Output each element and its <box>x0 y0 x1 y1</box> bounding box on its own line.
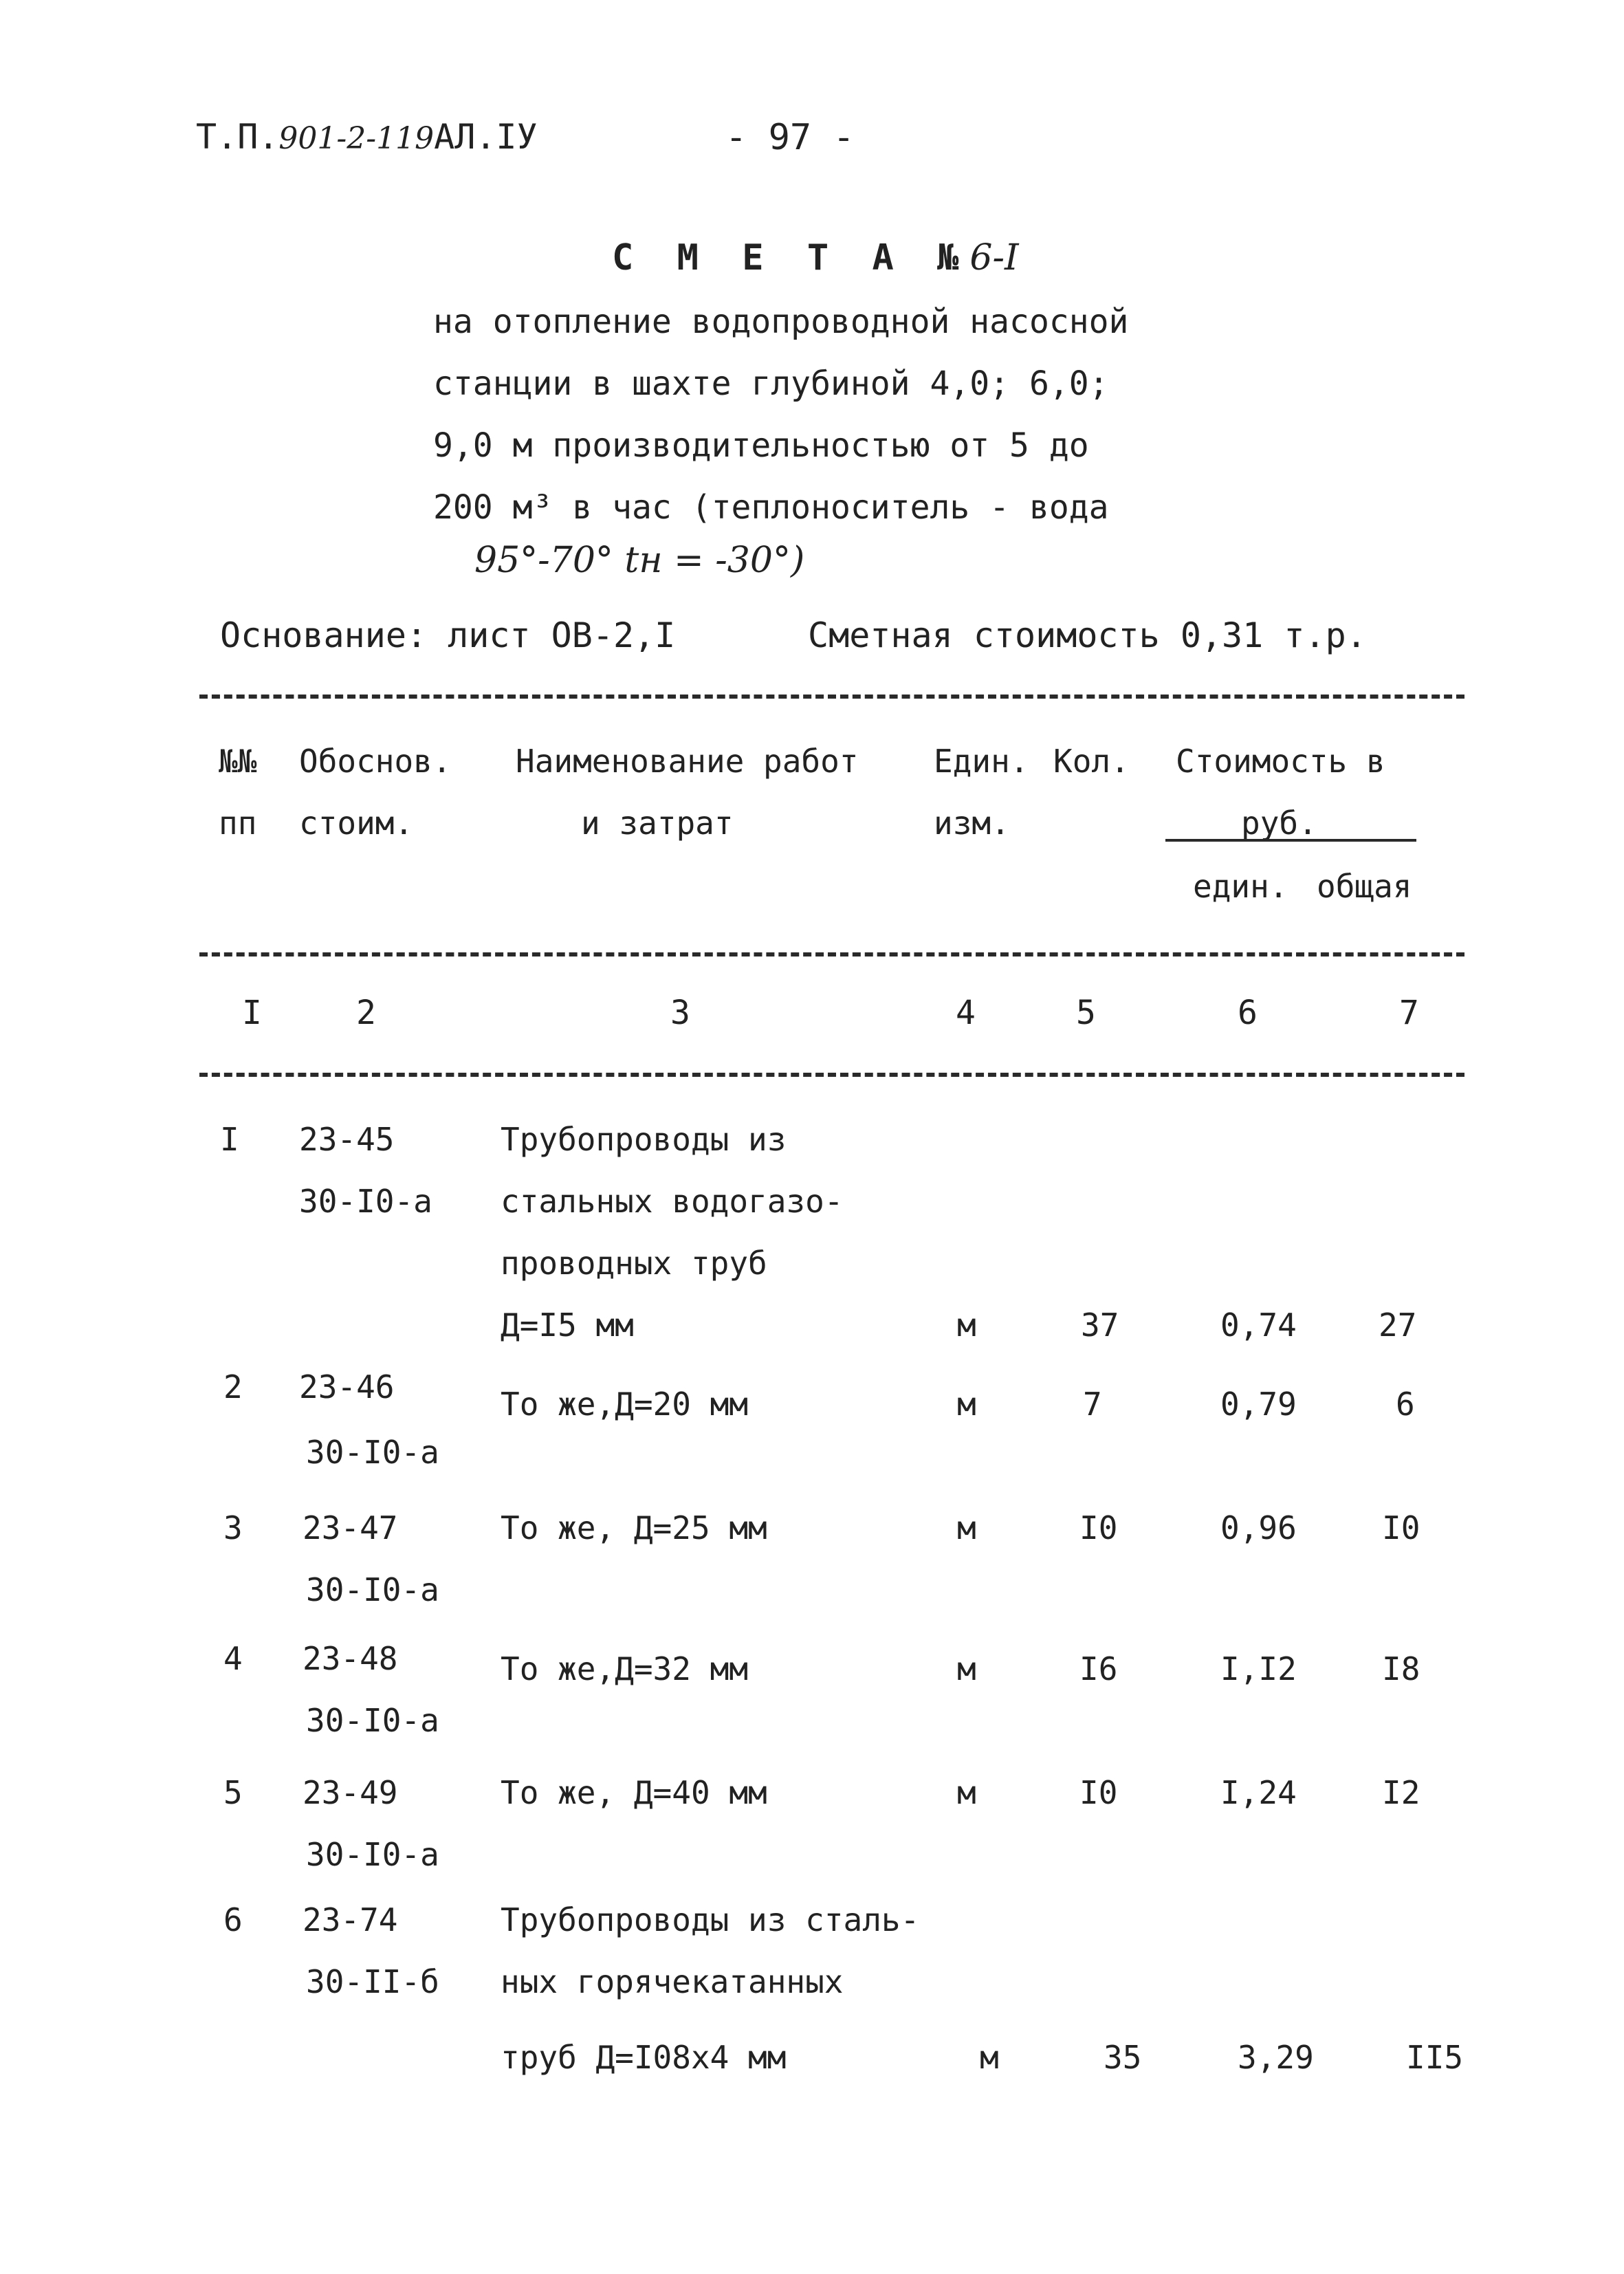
subtitle-line-1: на отопление водопроводной насосной <box>433 303 1129 341</box>
row-unit: м <box>957 1307 976 1344</box>
row-code-2: 30-I0-а <box>299 1183 432 1220</box>
row-name-line: То же, Д=25 мм <box>501 1509 767 1546</box>
header-col2-l2: стоим. <box>299 805 414 842</box>
column-number: 6 <box>1238 994 1258 1032</box>
divider-dashed <box>199 1073 1464 1077</box>
row-unit-price: 3,29 <box>1238 2039 1314 2076</box>
row-name-line: труб Д=I08х4 мм <box>501 2039 787 2076</box>
row-number: I <box>220 1121 239 1158</box>
row-unit-price: 0,96 <box>1220 1509 1297 1546</box>
row-unit: м <box>980 2039 999 2076</box>
row-code-2: 30-I0-а <box>306 1836 439 1873</box>
row-code-2: 30-II-б <box>306 1963 439 2000</box>
header-col67-l2: руб. <box>1241 805 1317 842</box>
row-number: 5 <box>223 1774 243 1811</box>
row-quantity: 37 <box>1081 1307 1119 1344</box>
page-number: - 97 - <box>725 117 855 158</box>
column-number: 3 <box>670 994 690 1032</box>
header-col7-l3: общая <box>1317 868 1412 905</box>
header-col3-l2: и затрат <box>581 805 734 842</box>
column-number: I <box>242 994 262 1032</box>
row-code-2: 30-I0-а <box>306 1571 439 1608</box>
row-number: 3 <box>223 1509 243 1546</box>
column-number: 4 <box>956 994 976 1032</box>
row-code-1: 23-46 <box>299 1368 395 1406</box>
subtitle-line-4: 200 м³ в час (теплоноситель - вода <box>433 488 1109 527</box>
row-unit-price: 0,79 <box>1220 1386 1297 1423</box>
row-code-1: 23-47 <box>303 1509 398 1546</box>
header-col1-l2: пп <box>219 805 257 842</box>
row-total: I2 <box>1382 1774 1420 1811</box>
basis-text: Основание: лист ОВ-2,I <box>220 615 676 655</box>
row-name-line: проводных труб <box>501 1245 767 1282</box>
row-quantity: 7 <box>1083 1386 1102 1423</box>
column-number: 5 <box>1076 994 1096 1032</box>
estimated-cost: Сметная стоимость 0,31 т.р. <box>808 615 1367 655</box>
title-main: С М Е Т А № <box>612 237 970 278</box>
header-col4-l2: изм. <box>934 805 1010 842</box>
title-number: 6-I <box>969 237 1019 278</box>
row-unit-price: 0,74 <box>1220 1307 1297 1344</box>
column-number: 7 <box>1399 994 1419 1032</box>
row-name-line: стальных водогазо- <box>501 1183 844 1220</box>
code-suffix: АЛ.IУ <box>434 117 538 157</box>
row-code-1: 23-49 <box>303 1774 398 1811</box>
row-quantity: I0 <box>1079 1774 1118 1811</box>
row-name-line: Трубопроводы из <box>501 1121 787 1158</box>
row-code-1: 23-48 <box>303 1640 398 1677</box>
row-total: 6 <box>1396 1386 1415 1423</box>
row-code-1: 23-45 <box>299 1121 395 1158</box>
header-col67-l1: Стоимость в <box>1176 743 1385 780</box>
row-name-line: То же,Д=32 мм <box>501 1650 749 1687</box>
header-col1-l1: №№ <box>219 743 257 780</box>
subtitle-line-2: станции в шахте глубиной 4,0; 6,0; <box>433 364 1109 403</box>
row-quantity: 35 <box>1104 2039 1142 2076</box>
divider-dashed <box>199 952 1464 956</box>
row-code-2: 30-I0-а <box>306 1434 439 1471</box>
row-total: I8 <box>1382 1650 1420 1687</box>
row-number: 2 <box>223 1368 243 1406</box>
row-total: II5 <box>1406 2039 1464 2076</box>
row-total: 27 <box>1379 1307 1417 1344</box>
row-number: 6 <box>223 1901 243 1938</box>
row-code-2: 30-I0-а <box>306 1702 439 1739</box>
rub-underline <box>1165 839 1416 842</box>
subtitle-line-3: 9,0 м производительностью от 5 до <box>433 426 1089 465</box>
row-name-line: Д=I5 мм <box>501 1307 634 1344</box>
row-name-line: ных горячекатанных <box>501 1963 844 2000</box>
document-code <box>196 117 538 157</box>
row-quantity: I0 <box>1079 1509 1118 1546</box>
row-unit: м <box>957 1509 976 1546</box>
row-unit-price: I,I2 <box>1220 1650 1297 1687</box>
header-col5-l1: Кол. <box>1053 743 1130 780</box>
row-number: 4 <box>223 1640 243 1677</box>
row-name-line: Трубопроводы из сталь- <box>501 1901 920 1938</box>
divider-dashed <box>199 695 1464 699</box>
code-handwritten: 901-2-119 <box>278 121 435 156</box>
header-col3-l1: Наименование работ <box>516 743 859 780</box>
row-quantity: I6 <box>1079 1650 1118 1687</box>
row-unit: м <box>957 1774 976 1811</box>
row-code-1: 23-74 <box>303 1901 398 1938</box>
row-unit-price: I,24 <box>1220 1774 1297 1811</box>
row-total: I0 <box>1382 1509 1420 1546</box>
row-unit: м <box>957 1650 976 1687</box>
row-unit: м <box>957 1386 976 1423</box>
column-number: 2 <box>356 994 376 1032</box>
row-name-line: То же,Д=20 мм <box>501 1386 749 1423</box>
header-col4-l1: Един. <box>934 743 1029 780</box>
estimate-title <box>612 237 1019 278</box>
temperature-line: 95°-70° tн = -30°) <box>474 540 805 581</box>
row-name-line: То же, Д=40 мм <box>501 1774 767 1811</box>
code-prefix: Т.П. <box>196 117 279 157</box>
header-col6-l3: един. <box>1193 868 1288 905</box>
header-col2-l1: Обоснов. <box>299 743 452 780</box>
